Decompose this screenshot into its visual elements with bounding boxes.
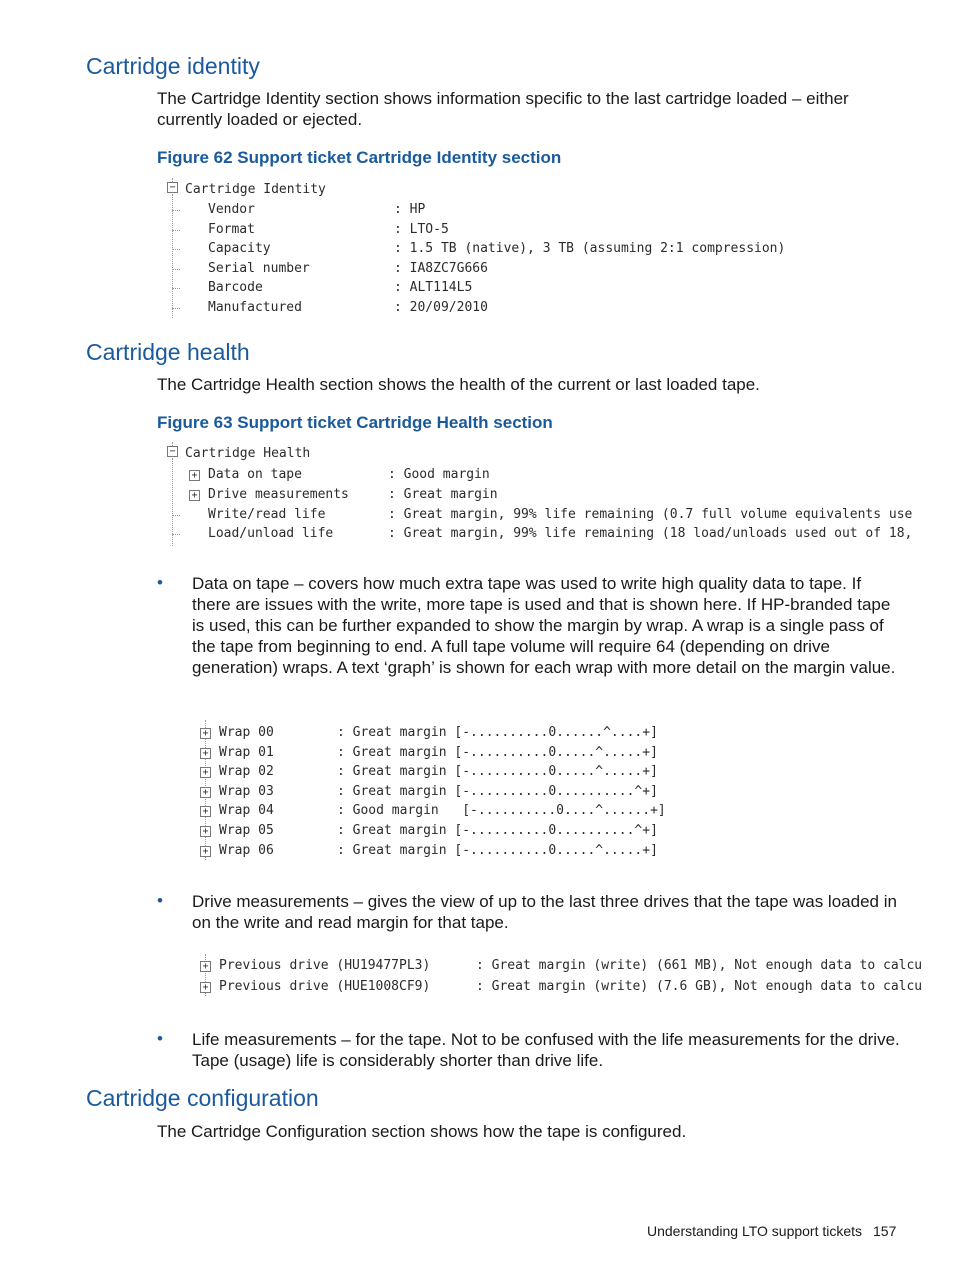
row-value: : Good margin [-..........0....^......+]: [337, 803, 666, 819]
identity-row[interactable]: [160, 200, 950, 220]
footer-label: Understanding LTO support tickets: [647, 1223, 863, 1239]
bullet-data-on-tape: Data on tape – covers how much extra tape was used to write high quality data to tape. If there are issues with the write, more tape is used and that is shown here. If HP-branded tape is used, this can be further expanded to show the margin by wrap. A wrap is a single pass of the tape from beginning to end. A full tape volume will require 64 (depending on drive generation) wraps. A text ‘graph’ is shown for each wrap with more detail on the margin value.: [192, 574, 896, 677]
expand-icon[interactable]: +: [200, 982, 211, 993]
expand-icon[interactable]: +: [200, 748, 211, 759]
row-key: Wrap 01: [219, 744, 274, 760]
tree-connector: [172, 534, 180, 535]
bullet-marker: •: [157, 1029, 163, 1048]
identity-row[interactable]: [160, 278, 950, 298]
row-key: Wrap 03: [219, 783, 274, 799]
row-key: Vendor: [208, 202, 255, 217]
wrap-row[interactable]: [196, 821, 896, 841]
row-key: Wrap 06: [219, 842, 274, 858]
tree-connector: [172, 249, 180, 250]
health-row[interactable]: [160, 505, 954, 525]
tree-connector: [172, 515, 180, 516]
section-heading-health: Cartridge health: [86, 339, 250, 365]
tree-root-label: Cartridge Identity: [185, 182, 326, 197]
tree-connector: [172, 288, 180, 289]
tree-connector: [172, 210, 180, 211]
expand-icon[interactable]: +: [200, 961, 211, 972]
row-value: : Great margin [-..........0.....^.....+]: [337, 842, 658, 858]
row-value: : Great margin [-..........0......^....+]: [337, 725, 658, 740]
tree-connector: [172, 230, 180, 231]
drives-list: [196, 954, 954, 998]
row-value: : Great margin, 99% life remaining (18 load/unloads used out of 18,: [388, 526, 913, 542]
row-value: : Great margin [-..........0.....^.....+]: [337, 764, 658, 780]
identity-tree: [160, 178, 950, 323]
row-key: Serial number: [208, 260, 310, 276]
row-key: Format: [208, 221, 255, 237]
row-value: : Great margin (write) (7.6 GB), Not enough data to calcu: [476, 978, 923, 994]
section-heading-identity: Cartridge identity: [86, 53, 260, 79]
wrap-row[interactable]: [196, 723, 896, 743]
identity-paragraph: The Cartridge Identity section shows information specific to the last cartridge loaded – either currently loaded or ejected.: [157, 89, 849, 129]
row-value: : Great margin [-..........0.....^.....+]: [337, 744, 658, 760]
health-tree: [160, 442, 954, 547]
wrap-row[interactable]: [196, 801, 896, 821]
expand-icon[interactable]: +: [200, 787, 211, 798]
collapse-icon[interactable]: −: [167, 446, 178, 457]
health-paragraph: The Cartridge Health section shows the health of the current or last loaded tape.: [157, 375, 760, 394]
identity-row[interactable]: [160, 259, 950, 279]
row-key: Previous drive (HU19477PL3): [219, 958, 431, 973]
row-value: : HP: [394, 202, 426, 217]
expand-icon[interactable]: +: [189, 470, 200, 481]
row-key: Manufactured: [208, 300, 302, 315]
row-value: : Great margin: [388, 486, 498, 502]
wraps-list: [196, 720, 896, 865]
identity-row[interactable]: [160, 239, 950, 259]
health-row[interactable]: [160, 524, 954, 544]
figure-63-caption: Figure 63 Support ticket Cartridge Health section: [157, 413, 553, 432]
row-key: Load/unload life: [208, 526, 334, 542]
row-value: : Great margin (write) (661 MB), Not enough data to calcu: [476, 958, 923, 973]
health-row[interactable]: [160, 485, 954, 505]
expand-icon[interactable]: +: [200, 767, 211, 778]
row-value: : Great margin [-..........0..........^+]: [337, 783, 658, 799]
page-number: 157: [873, 1223, 897, 1239]
bullet-marker: •: [157, 573, 163, 592]
row-value: : Great margin, 99% life remaining (0.7 full volume equivalents use: [388, 506, 913, 522]
row-key: Wrap 04: [219, 803, 274, 819]
health-row[interactable]: [160, 465, 954, 485]
bullet-marker: •: [157, 891, 163, 910]
row-key: Capacity: [208, 241, 271, 257]
wrap-row[interactable]: [196, 762, 896, 782]
row-key: Data on tape: [208, 467, 302, 482]
row-key: Barcode: [208, 280, 263, 296]
expand-icon[interactable]: +: [200, 728, 211, 739]
row-value: : 20/09/2010: [394, 300, 488, 315]
expand-icon[interactable]: +: [200, 846, 211, 857]
row-value: : Great margin [-..........0..........^+]: [337, 823, 658, 838]
tree-root-label: Cartridge Health: [185, 446, 311, 461]
identity-row[interactable]: [160, 220, 950, 240]
tree-connector: [172, 269, 180, 270]
row-value: : IA8ZC7G666: [394, 260, 488, 276]
row-value: : Good margin: [388, 467, 490, 482]
identity-row[interactable]: [160, 298, 950, 318]
row-key: Previous drive (HUE1008CF9): [219, 978, 431, 994]
expand-icon[interactable]: +: [200, 826, 211, 837]
collapse-icon[interactable]: −: [167, 182, 178, 193]
expand-icon[interactable]: +: [189, 490, 200, 501]
row-key: Wrap 00: [219, 725, 274, 740]
expand-icon[interactable]: +: [200, 806, 211, 817]
section-heading-configuration: Cartridge configuration: [86, 1085, 319, 1111]
row-key: Write/read life: [208, 506, 326, 522]
bullet-life-measurements: Life measurements – for the tape. Not to be confused with the life measurements for the drive. Tape (usage) life is considerably shorter than drive life.: [192, 1030, 900, 1070]
row-key: Drive measurements: [208, 486, 349, 502]
bullet-drive-measurements: Drive measurements – gives the view of up to the last three drives that the tape was loaded in on the write and read margin for that tape.: [192, 892, 897, 932]
tree-connector: [172, 308, 180, 309]
drive-row[interactable]: [196, 956, 954, 976]
row-value: : LTO-5: [394, 221, 449, 237]
row-value: : ALT114L5: [394, 280, 473, 296]
row-value: : 1.5 TB (native), 3 TB (assuming 2:1 compression): [394, 241, 786, 257]
configuration-paragraph: The Cartridge Configuration section shows how the tape is configured.: [157, 1122, 687, 1141]
wrap-row[interactable]: [196, 743, 896, 763]
wrap-row[interactable]: [196, 782, 896, 802]
row-key: Wrap 05: [219, 823, 274, 838]
figure-62-caption: Figure 62 Support ticket Cartridge Identity section: [157, 148, 562, 167]
drive-row[interactable]: [196, 977, 954, 997]
row-key: Wrap 02: [219, 764, 274, 780]
wrap-row[interactable]: [196, 841, 896, 861]
